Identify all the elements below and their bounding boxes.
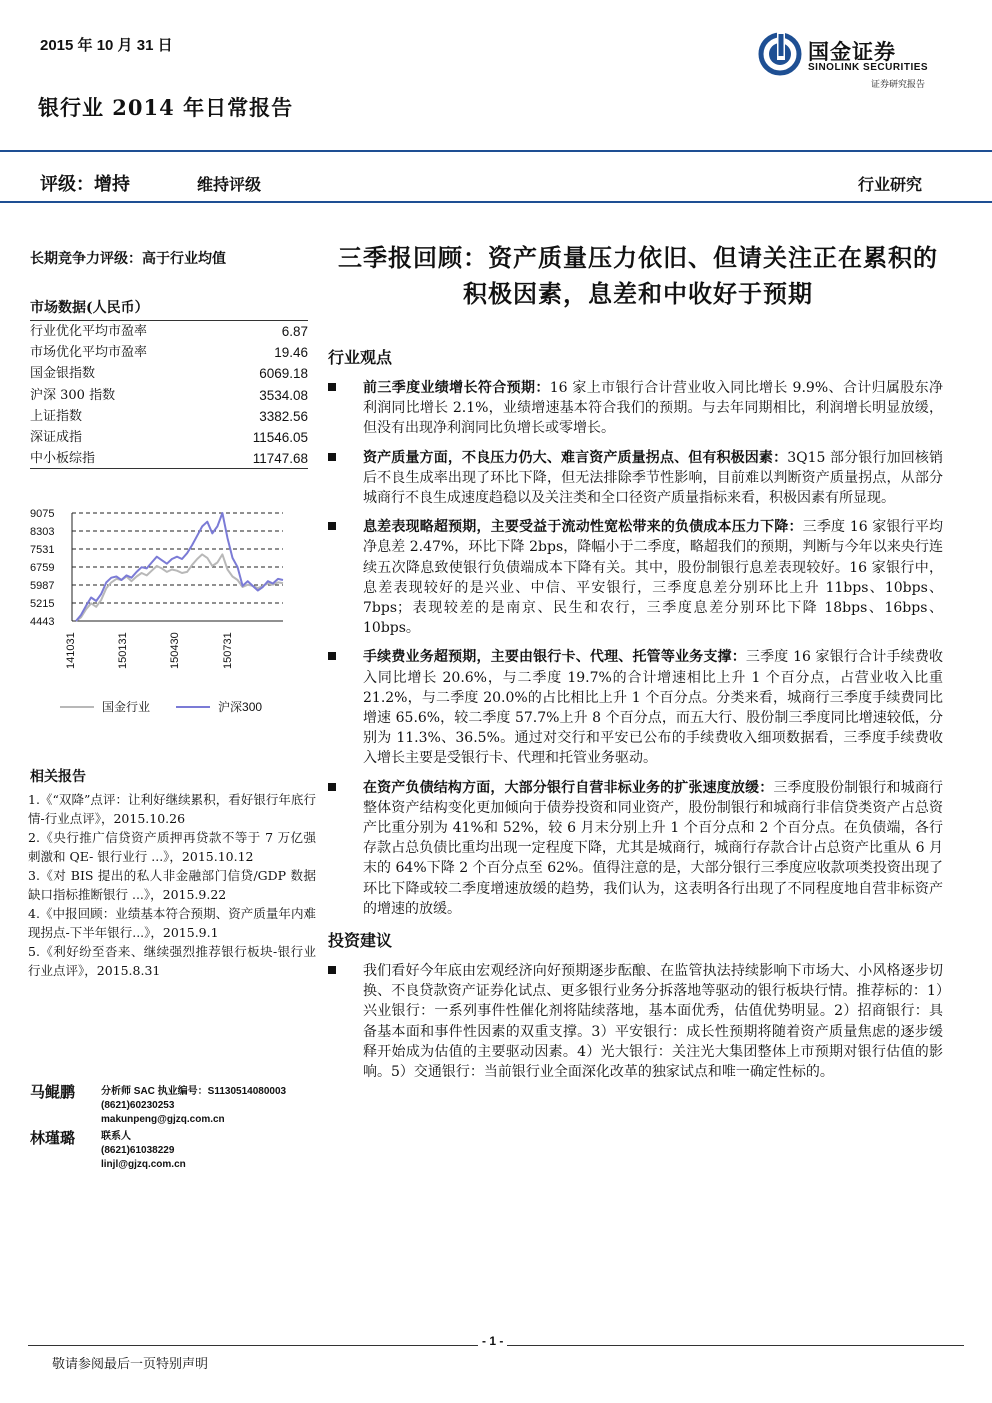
header-rule-top xyxy=(0,150,992,152)
market-data-row xyxy=(30,321,308,342)
legend-label-hs300: 沪深300 xyxy=(218,700,263,714)
market-data-label: 市场优化平均市盈率 xyxy=(30,345,148,361)
bullet-square-icon xyxy=(328,453,336,461)
chart-y-tick-label: 9075 xyxy=(30,508,55,520)
contact-name: 林瑾璐 xyxy=(30,1129,76,1147)
market-data-table xyxy=(30,320,308,469)
market-data-value: 19.46 xyxy=(274,345,308,361)
chart-y-tick-label: 5987 xyxy=(30,580,55,592)
index-comparison-chart xyxy=(28,500,290,680)
market-data-row xyxy=(30,363,308,384)
bullet-item xyxy=(328,517,943,638)
market-data-row xyxy=(30,427,308,448)
footer-disclaimer: 敬请参阅最后一页特别声明 xyxy=(52,1357,209,1372)
chart-y-tick-label: 4443 xyxy=(30,616,55,628)
bullet-item xyxy=(328,961,943,1082)
market-data-value: 6069.18 xyxy=(259,366,308,382)
bullet-text: 16 家上市银行合计营业收入同比增长 9.9%、合计归属股东净利润同比增长 2.1%，业绩增速基本符合我们的预期。与去年同期相比，利润增长明显放缓，但没有出现净利润同比负增长或零增长。 xyxy=(363,380,944,437)
bullet-lead: 前三季度业绩增长符合预期： xyxy=(363,380,550,396)
market-data-row xyxy=(30,448,308,469)
market-data-value: 11546.05 xyxy=(252,429,308,445)
invest-text: 我们看好今年底由宏观经济向好预期逐步酝酿、在监管执法持续影响下市场大、小风格逐步切换、不良贷款资产证券化试点、更多银行业务分拆落地等驱动的银行板块行情。推荐标的：1）兴业银行：一系列事件性催化剂将陆续落地，基本面优秀，估值优势明显。2）招商银行：具备基本面和事件性因素的双重支撑。3）平安银行：成长性预期将随着资产质量焦虑的逐步缓释开始成为估值的主要驱动因素。4）光大银行：关注光大集团整体上市预期对银行估值的影响。5）交通银行：当前银行业全面深化改革的独家试点和唯一确定性标的。 xyxy=(363,963,943,1081)
contact-email[interactable]: linjl@gjzq.com.cn xyxy=(101,1159,186,1170)
bullet-lead: 资产质量方面，不良压力仍大、难言资产质量拐点、但有积极因素： xyxy=(363,449,788,466)
bullet-lead: 息差表现略超预期，主要受益于流动性宽松带来的负债成本压力下降： xyxy=(363,519,803,536)
market-data-row xyxy=(30,385,308,406)
bullet-square-icon xyxy=(328,522,336,530)
report-category: 行业研究 xyxy=(858,175,923,194)
bullet-square-icon xyxy=(328,652,336,660)
related-reports-list xyxy=(28,790,316,980)
logo-text-cn: 国金证券 xyxy=(808,40,896,64)
legend-swatch-industry xyxy=(60,706,94,708)
legend-label-industry: 国金行业 xyxy=(102,700,151,714)
bullet-text: 三季度 16 家银行平均净息差 2.47%，环比下降 2bps，降幅小于二季度，略超我们的预期，判断与今年以来央行连续五次降息致使银行负债端成本下降有关。其中，股份制银行息差表现较好。16 家银行中，息差表现较好的是兴业、中信、平安银行，三季度息差分别环比上升 11bps、10bps、7bps；表现较差的是南京、民生和农行，三季度息差分别环比下降 18bps、16bps、10bps。 xyxy=(363,519,944,637)
chart-x-tick-label: 141031 xyxy=(65,632,77,669)
chart-x-tick-label: 150430 xyxy=(169,632,181,669)
related-reports-title: 相关报告 xyxy=(30,769,86,785)
legend-swatch-hs300 xyxy=(176,706,210,708)
bullet-text: 三季度 16 家银行合计手续费收入同比增长 20.6%，与二季度 19.7%的合计增速相比上升 1 个百分点，占营业收入比重 21.2%，与二季度 20.0%的占比相比上升 1 个百分点。分类来看，城商行三季度手续费同比增速 65.6%，较二季度 57.7%上升 8 个百分点，而五大行、股份制三季度同比增速较低，分别为 11.3%、36.5%。通过对交行和平安已公布的手续费收入细项数据看，三季度手续费收入增长主要是受银行卡、代理和托管业务驱动。 xyxy=(363,649,944,767)
market-data-value: 6.87 xyxy=(281,324,308,339)
chart-x-tick-label: 150731 xyxy=(222,632,234,669)
market-data-label: 沪深 300 指数 xyxy=(30,387,116,403)
market-data-label: 上证指数 xyxy=(30,408,83,424)
report-title: 银行业 2014 年日常报告 xyxy=(38,95,294,120)
series-line-industry xyxy=(76,554,283,621)
contact-role: 联系人 xyxy=(101,1131,131,1142)
maintain-rating-label: 维持评级 xyxy=(197,175,262,194)
page-number: - 1 - xyxy=(478,1334,507,1348)
analyst-id: 分析师 SAC 执业编号：S1130514080003 xyxy=(101,1086,287,1097)
header-rule-bottom xyxy=(0,201,992,203)
bullet-lead: 手续费业务超预期，主要由银行卡、代理、托管等业务支撑： xyxy=(363,649,746,666)
logo-text-en: SINOLINK SECURITIES xyxy=(808,62,929,73)
market-data-label: 中小板综指 xyxy=(30,451,96,467)
related-report-item[interactable]: 5.《利好纷至沓来、继续强烈推荐银行板块-银行业行业点评》，2015.8.31 xyxy=(28,944,316,978)
related-report-item[interactable]: 1.《“双降”点评：让利好继续累积，看好银行年底行情-行业点评》，2015.10.26 xyxy=(28,792,316,826)
chart-y-tick-label: 5215 xyxy=(30,598,55,610)
related-report-item[interactable]: 2.《央行推广信贷资产质押再贷款不等于 7 万亿强刺激和 QE- 银行业行 ...》，2015.10.12 xyxy=(28,830,316,864)
report-headline: 三季报回顾：资产质量压力依旧、但请关注正在累积的积极因素，息差和中收好于预期 xyxy=(338,243,938,308)
section-title-invest: 投资建议 xyxy=(328,931,393,951)
report-date: 2015 年 10 月 31 日 xyxy=(40,37,173,54)
bullet-item xyxy=(328,647,943,768)
chart-y-tick-label: 6759 xyxy=(30,562,55,574)
market-data-label: 行业优化平均市盈率 xyxy=(30,324,148,339)
related-report-item[interactable]: 4.《中报回顾：业绩基本符合预期、资产质量年内难现拐点-下半年银行...》，2015.9.1 xyxy=(28,906,316,940)
bullet-square-icon xyxy=(328,966,336,974)
analyst-phone: (8621)60230253 xyxy=(101,1100,175,1111)
bullet-item xyxy=(328,778,943,919)
bullet-item xyxy=(328,448,943,509)
analyst-name: 马鲲鹏 xyxy=(30,1083,76,1101)
bullet-lead: 在资产负债结构方面，大部分银行自营非标业务的扩张速度放缓： xyxy=(363,779,774,796)
analyst-info xyxy=(101,1085,286,1127)
contact-phone: (8621)61038229 xyxy=(101,1145,175,1156)
bullet-square-icon xyxy=(328,783,336,791)
chart-x-tick-label: 150131 xyxy=(117,632,129,669)
logo-subtitle: 证券研究报告 xyxy=(871,80,926,90)
chart-legend xyxy=(60,698,262,715)
market-data-title: 市场数据(人民币） xyxy=(30,300,149,316)
long-term-rating: 长期竞争力评级：高于行业均值 xyxy=(30,251,226,267)
market-data-row xyxy=(30,406,308,427)
market-data-row xyxy=(30,342,308,363)
bullet-square-icon xyxy=(328,383,336,391)
contact-info xyxy=(101,1130,186,1172)
market-data-label: 深证成指 xyxy=(30,429,83,445)
market-data-value: 3534.08 xyxy=(259,387,308,403)
chart-y-tick-label: 8303 xyxy=(30,526,55,538)
analyst-email[interactable]: makunpeng@gjzq.com.cn xyxy=(101,1114,225,1125)
market-data-value: 3382.56 xyxy=(259,408,308,424)
related-report-item[interactable]: 3.《对 BIS 提出的私人非金融部门信贷/GDP 数据缺口指标推断银行 ...》，2015.9.22 xyxy=(28,868,316,902)
rating-label: 评级：增持 xyxy=(40,174,130,195)
bullet-text: 3Q15 部分银行加回核销后不良生成率出现了环比下降，但无法排除季节性影响，目前难以判断资产质量拐点，从部分城商行不良生成速度趋稳以及关注类和全口径资产质量指标来看，积极因素有所显现。 xyxy=(363,449,943,507)
main-content xyxy=(328,345,943,1091)
market-data-bottom-rule xyxy=(30,468,308,469)
market-data-label: 国金银指数 xyxy=(30,366,96,382)
bullet-text: 三季度股份制银行和城商行整体资产结构变化更加倾向于债券投资和同业资产，股份制银行和城商行非信贷类资产占总资产比重分别为 41%和 52%，较 6 月末分别上升 1 个百分点和 2 个百分点。在负债端，各行存款占总负债比重均出现一定程度下降，尤其是城商行，城商行存款合计占总资产比重从 6 月末的 64%下降 2 个百分点至 62%。值得注意的是，大部分银行三季度应收款项类投资出现了环比下降或较二季度增速放缓的趋势，我们认为，这表明各行出现了不同程度地自营非标资产的增速的放缓。 xyxy=(363,779,944,917)
chart-y-tick-label: 7531 xyxy=(30,544,55,556)
bullet-item xyxy=(328,378,943,439)
section-title-view: 行业观点 xyxy=(328,348,393,367)
market-data-value: 11747.68 xyxy=(252,451,308,467)
